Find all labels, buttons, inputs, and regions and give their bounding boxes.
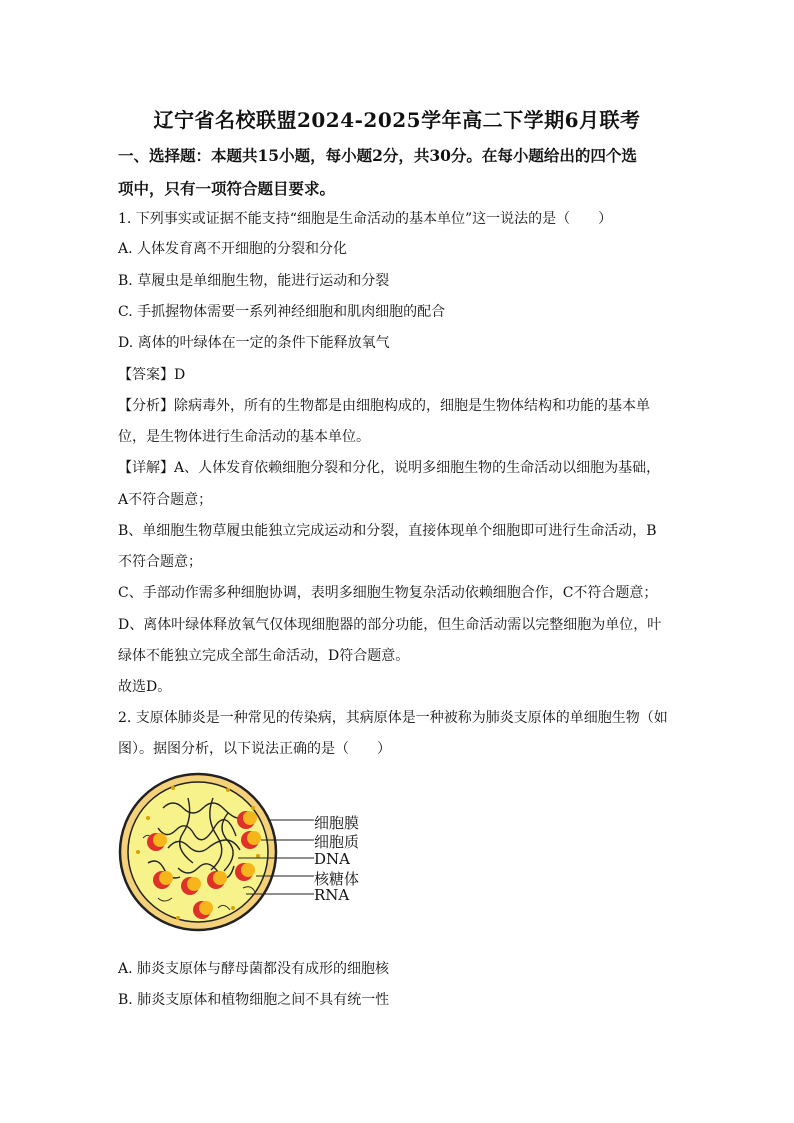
label-cell-membrane: 细胞膜 [314,814,360,832]
question-1-stem: 1. 下列事实或证据不能支持“细胞是生命活动的基本单位”这一说法的是（ ） [118,211,613,227]
section-header-line-2: 项中，只有一项符合题目要求。 [118,179,336,198]
question-1-detail-line: A不符合题意； [118,492,213,508]
question-2-option-a: A. 肺炎支原体与酵母菌都没有成形的细胞核 [118,961,390,977]
question-1-analysis-line: 【分析】除病毒外，所有的生物都是由细胞构成的，细胞是生物体结构和功能的基本单 [118,398,650,414]
page-title: 辽宁省名校联盟2024-2025学年高二下学期6月联考 [153,108,641,132]
question-1-detail-line: 绿体不能独立完成全部生命活动，D符合题意。 [118,648,410,664]
question-1-conclusion: 故选D。 [118,679,172,695]
question-2-option-b: B. 肺炎支原体和植物细胞之间不具有统一性 [118,992,390,1008]
question-2-stem-line: 图）。据图分析，以下说法正确的是（ ） [118,741,391,757]
question-1-detail-line: 不符合题意； [118,554,202,570]
question-2-stem-line: 2. 支原体肺炎是一种常见的传染病，其病原体是一种被称为肺炎支原体的单细胞生物（如 [118,710,668,726]
question-1-detail-line: C、手部动作需多种细胞协调，表明多细胞生物复杂活动依赖细胞合作，C不符合题意； [118,585,658,601]
section-header-line-1: 一、选择题：本题共15小题，每小题2分，共30分。在每小题给出的四个选 [118,146,637,165]
question-1-detail-line: 【详解】A、人体发育依赖细胞分裂和分化，说明多细胞生物的生命活动以细胞为基础， [118,460,661,476]
label-cytoplasm: 细胞质 [314,833,360,851]
mycoplasma-figure [118,768,378,938]
label-ribosome: 核糖体 [314,870,360,888]
question-1-option-d: D. 离体的叶绿体在一定的条件下能释放氧气 [118,335,390,351]
question-1-detail-line: D、离体叶绿体释放氧气仅体现细胞器的部分功能，但生命活动需以完整细胞为单位，叶 [118,617,662,633]
question-1-analysis-line: 位，是生物体进行生命活动的基本单位。 [118,429,370,445]
question-1-detail-line: B、单细胞生物草履虫能独立完成运动和分裂，直接体现单个细胞即可进行生命活动，B [118,523,657,539]
question-1-answer: 【答案】D [118,367,186,383]
question-1-option-a: A. 人体发育离不开细胞的分裂和分化 [118,241,348,257]
question-1-option-c: C. 手抓握物体需要一系列神经细胞和肌肉细胞的配合 [118,304,446,320]
label-rna: RNA [314,886,350,904]
label-dna: DNA [314,850,350,868]
question-1-option-b: B. 草履虫是单细胞生物，能进行运动和分裂 [118,273,390,289]
